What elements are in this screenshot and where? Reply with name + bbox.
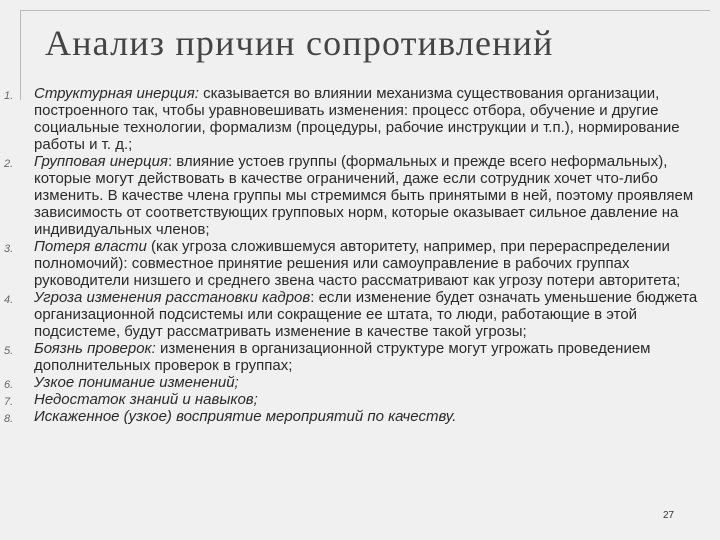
item-number: 8. [4,413,14,425]
item-term: Недостаток знаний и навыков; [34,391,258,408]
item-text [34,289,714,340]
item-term: Структурная инерция: [34,85,199,102]
item-text [34,391,714,408]
list-item-1 [0,85,720,153]
item-term: Искаженное (узкое) восприятие мероприятий по качеству. [34,408,457,425]
list-item-7 [0,391,720,408]
item-text [34,238,714,289]
list-item-5 [0,340,720,374]
item-term: Потеря власти [34,238,147,255]
item-text [34,153,714,238]
item-text [34,408,714,425]
item-number: 5. [4,345,14,357]
item-term: Узкое понимание изменений; [34,374,239,391]
list-item-6 [0,374,720,391]
item-number: 3. [4,243,14,255]
slide-title: Анализ причин сопротивлений [45,23,554,63]
item-term: Боязнь проверок: [34,340,156,357]
item-body: : если изменение будет означать уменьшение бюджета организационной подсистемы или сокращение ее штата, то люди, работающие в этой подсистеме, будут рассматривать изменение в качестве такой угрозы; [34,289,698,340]
item-body: : влияние устоев группы (формальных и прежде всего неформальных), которые могут действовать в качестве ограничений, даже если сотрудник хочет что-либо изменить. В качестве члена группы мы стремимся быть принятыми в ней, поэтому проявляем зависимость от соответствующих групповых норм, которые оказывает сильное давление на индивидуальных членов; [34,153,694,238]
item-term: Угроза изменения расстановки кадров [34,289,311,306]
list-item-4 [0,289,720,340]
item-text [34,340,714,374]
page-number: 27 [663,510,675,521]
title-rule-horizontal [20,10,710,11]
item-body: изменения в организационной структуре могут угрожать проведением дополнительных проверок в группах; [34,340,651,374]
item-number: 4. [4,294,14,306]
item-text [34,374,714,391]
list-item-3 [0,238,720,289]
item-number: 7. [4,396,14,408]
list-item-8 [0,408,720,425]
item-number: 2. [4,158,14,170]
item-term: Групповая инерция [34,153,168,170]
list-item-2 [0,153,720,238]
item-text [34,85,714,153]
item-body: (как угроза сложившемуся авторитету, например, при перераспределении полномочий): совместное принятие решения или самоуправление в рабочих группах руководители низшего и среднего звена часто рассматривают как угрозу потери авторитета; [34,238,681,289]
item-body: сказывается во влиянии механизма существования организации, построенного так, чтобы уравновешивать изменения: процесс отбора, обучение и другие социальные технологии, формализм (процедуры, рабочие инструкции и т.п.), нормирование работы и т. д.; [34,85,680,153]
numbered-list [0,85,720,425]
item-number: 6. [4,379,14,391]
item-number: 1. [4,90,14,102]
